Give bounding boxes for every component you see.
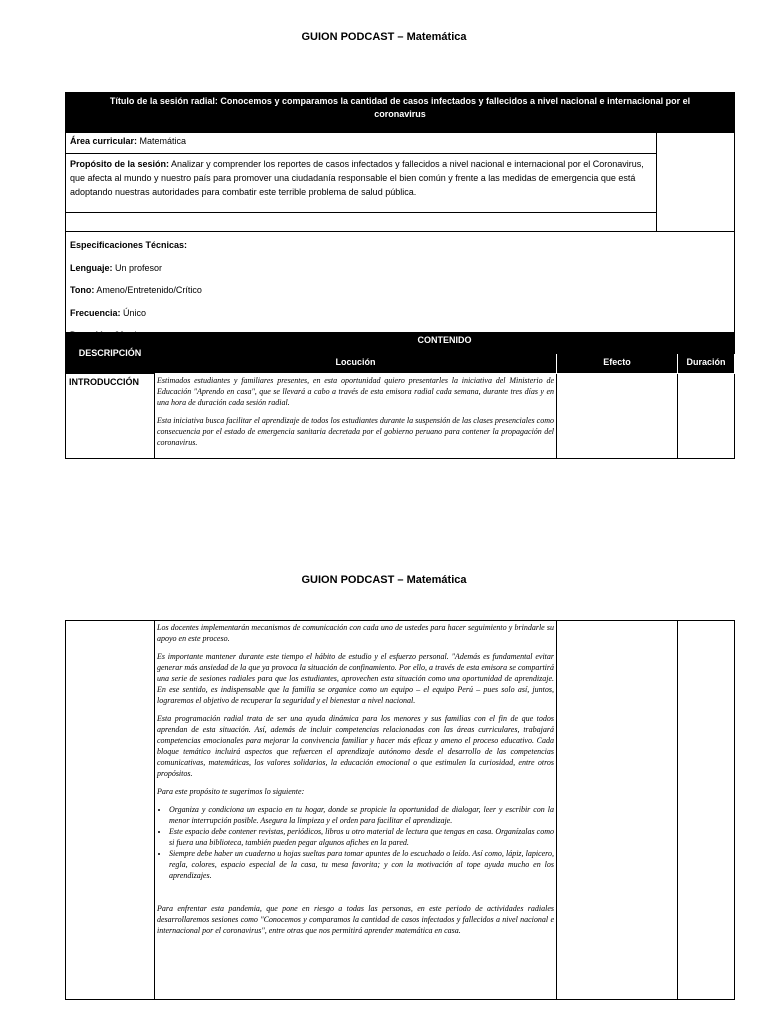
suggestions-list — [157, 804, 554, 881]
session-title: Título de la sesión radial: Conocemos y comparamos la cantidad de casos infectados y fallecidos a nivel nacional e internacional por el coronavirus — [109, 96, 691, 119]
efecto-empty-cell — [557, 621, 678, 1000]
list-item: • Este espacio debe contener revistas, periódicos, libros u otro material de lectura que tengas en casa. Organízalas como si fuera una biblioteca, también pueden pegar algunos afiches en la pared. — [169, 826, 554, 848]
proposito-label: Propósito de la sesión: — [70, 159, 170, 169]
col-locucion: Locución — [155, 353, 557, 374]
area-curricular-cell — [66, 133, 657, 154]
session-title-cell — [66, 93, 735, 133]
proposito-value: Analizar y comprender los reportes de casos infectados y fallecidos a nivel nacional e internacional por el Coronavirus, que afecta al mundo y nuestro país para promover una ciudadanía responsable el bien común y frente a las medidas de emergencia que está adoptando nuestras autoridades para combatir este terrible problema de salud pública. — [70, 159, 644, 197]
spec-tono: Tono: Ameno/Entretenido/Crítico — [70, 285, 202, 295]
content-table-continued — [65, 620, 735, 1000]
area-label: Área curricular: — [70, 136, 138, 146]
col-descripcion: DESCRIPCIÓN — [66, 333, 155, 374]
session-info-table — [65, 92, 735, 350]
intro-paragraph-1: Estimados estudiantes y familiares presentes, en esta oportunidad quiero presentarles la iniciativa del Ministerio de Educación "Aprendo en casa", que se llevará a cabo a través de esta emisora radial cada semana, durante tres días y en una hora de duración cada sesión radial. — [157, 376, 554, 407]
empty-row — [66, 213, 657, 232]
intro-efecto-cell — [557, 374, 678, 459]
paragraph-habito: Es importante mantener durante este tiempo el hábito de estudio y el esfuerzo personal. "Además es fundamental evitar generar más ansiedad de la que ya provoca la situación de confinamiento. Por ello, a través de esta emisora se compartirá una serie de sesiones radiales para que los estudiantes, aprovechen esta situación como una oportunidad de aprendizaje. En ese sentido, es indispensable que la familia se organice como un equipo – el equipo Perú – pues solo así, juntos, lograremos el objetivo de recuperar la seguridad y el bienestar a nivel nacional. — [157, 652, 554, 705]
paragraph-docentes: Los docentes implementarán mecanismos de comunicación con cada uno de ustedes para hacer seguimiento y brindarle su apoyo en este proceso. — [157, 623, 554, 643]
duracion-empty-cell — [678, 621, 735, 1000]
intro-paragraph-2: Esta iniciativa busca facilitar el aprendizaje de todos los estudiantes durante la suspensión de las clases presenciales como consecuencia por el estado de emergencia sanitaria decretada por el gobierno peruano para contener la propagación del coronavirus. — [157, 416, 554, 447]
paragraph-proposito: Para este propósito te sugerimos lo siguiente: — [157, 787, 305, 796]
proposito-cell — [66, 154, 657, 213]
row-introduccion-label: INTRODUCCIÓN — [66, 374, 155, 459]
intro-locucion-cell — [155, 374, 557, 459]
empty-side-cell — [657, 133, 735, 232]
col-contenido: CONTENIDO — [155, 333, 735, 354]
content-table — [65, 332, 735, 459]
spec-frecuencia: Frecuencia: Único — [70, 307, 147, 318]
page-1-title: GUION PODCAST – Matemática — [301, 31, 467, 43]
area-value: Matemática — [139, 136, 187, 146]
locucion-continued-cell — [155, 621, 557, 1000]
descripcion-empty-cell — [66, 621, 155, 1000]
col-duracion: Duración — [678, 353, 735, 374]
paragraph-programacion: Esta programación radial trata de ser una ayuda dinámica para los menores y sus familias con el fin de que todos aprendan de esta situación. Así, además de incluir competencias relacionadas con las áreas curriculares, trabajará competencias emocionales para mejorar la convivencia familiar y hacer más eficaz y ameno el proceso educativo. Cada bloque temático incluirá aspectos que refuercen el aprendizaje autónomo desde el desarrollo de las competencias comunicativas, matemáticas, los valores solidarios, la educación emocional o que estimulen la curiosidad, entre otros propósitos. — [157, 714, 554, 778]
col-efecto: Efecto — [557, 353, 678, 374]
spec-lenguaje: Lenguaje: Un profesor — [70, 262, 163, 273]
page-2-title: GUION PODCAST – Matemática — [301, 574, 467, 586]
specs-title: Especificaciones Técnicas: — [70, 240, 188, 250]
paragraph-pandemia: Para enfrentar esta pandemia, que pone en riesgo a todas las personas, en este periodo de actividades radiales desarrollaremos sesiones como "Conocemos y comparamos la cantidad de casos infectados y fallecidos a nivel nacional e internacional por el coronavirus", entre otras que nos permitirá aprender matemática en casa. — [157, 904, 554, 935]
list-item: • Organiza y condiciona un espacio en tu hogar, donde se propicie la oportunidad de dialogar, leer y escribir con la menor interrupción posible. Asegura la limpieza y el orden para facilitar el aprendizaje. — [169, 804, 554, 826]
list-item: • Siempre debe haber un cuaderno u hojas sueltas para tomar apuntes de lo escuchado o leído. Así como, lápiz, lapicero, regla, colores, espacio especial de la casa, tu mesa favorita; y con la motivación al tope ayuda mucho en los aprendizajes. — [169, 848, 554, 881]
intro-duracion-cell — [678, 374, 735, 459]
